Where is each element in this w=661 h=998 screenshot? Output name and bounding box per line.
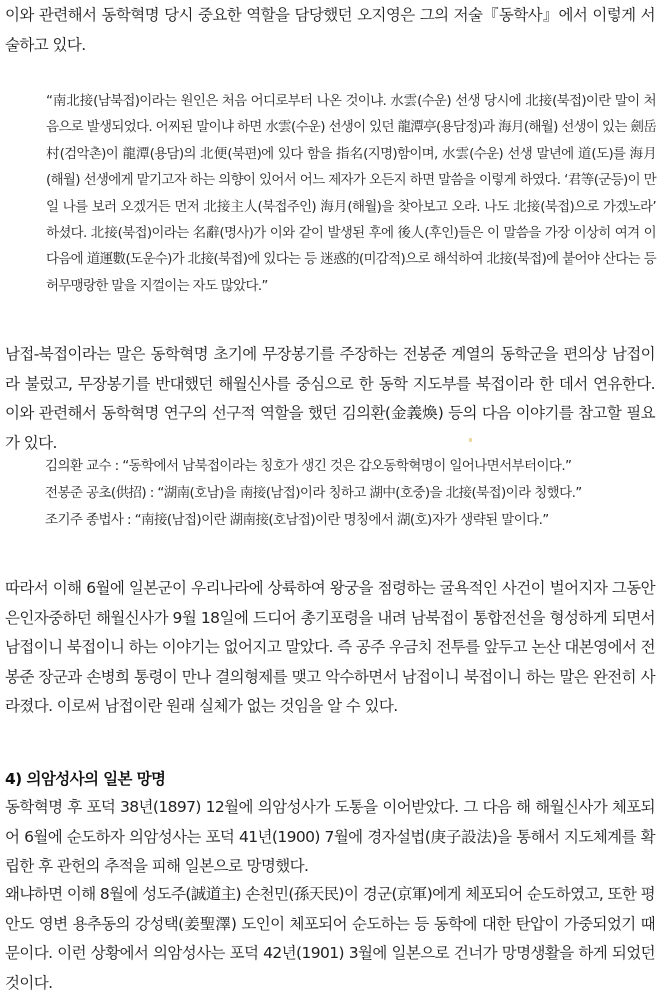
reference-item: 전봉준 공초(供招) : “湖南(호남)을 南接(남접)이라 칭하고 湖中(호중)을 北接(북접)이라 칭했다.” [45,485,582,501]
body-paragraph-namjeop-bukjeop: 남접-북접이라는 말은 동학혁명 초기에 무장봉기를 주장하는 전봉준 계열의 동학군을 편의상 남접이라 불렀고, 무장봉기를 반대했던 해월신사를 중심으로 한 동학 지도부를 북접이라 한 데서 연유한다. 이와 관련해서 동학혁명 연구의 선구적 역할을 했던 김의환(金義煥) 등의 다음 이야기를 참고할 필요가 있다. [5,345,655,452]
reference-list [45,453,655,534]
reference-item: 조기주 종법사 : “南接(남접)이란 湖南接(호남접)이란 명칭에서 湖(호)자가 생략된 말이다.” [45,512,549,528]
section-heading: 4) 의암성사의 일본 망명 [5,770,166,788]
section-paragraph-2: 왜냐하면 이해 8월에 성도주(誠道主) 손천민(孫天民)이 경군(京軍)에게 체포되어 순도하였고, 또한 평안도 영변 용추동의 강성택(姜聖澤) 도인이 체포되어 순도하는 등 동학에 대한 탄압이 가중되었기 때문이다. 이런 상황에서 의암성사는 포덕 42년(1901) 3월에 일본으로 건너가 망명생활을 하게 되었던 것이다. [5,885,655,992]
body-paragraph-conclusion: 따라서 이해 6월에 일본군이 우리나라에 상륙하여 왕궁을 점령하는 굴욕적인 사건이 벌어지자 그동안 은인자중하던 해월신사가 9월 18일에 드디어 총기포령을 내려 남북접이 통합전선을 형성하게 되면서 남접이니 북접이니 하는 이야기는 없어지고 말았다. 즉 공주 우금치 전투를 앞두고 논산 대본영에서 전봉준 장군과 손병희 통령이 만나 결의형제를 맺고 악수하면서 남접이니 북접이니 하는 말은 완전히 사라졌다. 이로써 남접이란 원래 실체가 없는 것임을 알 수 있다. [5,579,655,715]
reference-item: 김의환 교수 : “동학에서 남북접이라는 칭호가 생긴 것은 갑오동학혁명이 일어나면서부터이다.” [45,458,572,474]
decorative-mark [469,438,472,442]
intro-paragraph: 이와 관련해서 동학혁명 당시 중요한 역할을 담당했던 오지영은 그의 저술『동학사』에서 이렇게 서술하고 있다. [5,6,655,54]
section-paragraph-1: 동학혁명 후 포덕 38년(1897) 12월에 의암성사가 도통을 이어받았다. 그 다음 해 해월신사가 체포되어 6월에 순도하자 의암성사는 포덕 41년(1900) 7월에 경자설법(庚子設法)을 통해서 지도체계를 확립한 후 관헌의 추적을 피해 일본으로 망명했다. [5,798,655,875]
quoted-passage: “南北接(남북접)이라는 원인은 처음 어디로부터 나온 것이냐. 水雲(수운) 선생 당시에 北接(북접)이란 말이 처음으로 발생되었다. 어찌된 말이냐 하면 水雲(수운) 선생이 있던 龍潭亭(용담정)과 海月(해월) 선생이 있는 劍岳村(검악촌)이 龍潭(용담)의 北便(북편)에 있다 함을 指名(지명)함이며, 水雲(수운) 선생 말년에 道(도)를 海月(해월) 선생에게 맡기고자 하는 의향이 있어서 어느 제자가 오든지 하면 말씀을 이렇게 하였다. ‘君等(군등)이 만일 나를 보러 오겠거든 먼저 北接主人(북접주인) 海月(해월)을 찾아보고 오라. 나도 北接(북접)으로 가겠노라’ 하셨다. 北接(북접)이라는 名辭(명사)가 이와 같이 발생된 후에 後人(후인)들은 이 말씀을 가장 이상히 여겨 이 다음에 道運數(도운수)가 北接(북접)에 있다는 등 迷惑的(미감적)으로 해석하여 北接(북접)에 붙어야 산다는 등 허무맹랑한 말을 지껄이는 자도 많았다.” [46,93,656,294]
